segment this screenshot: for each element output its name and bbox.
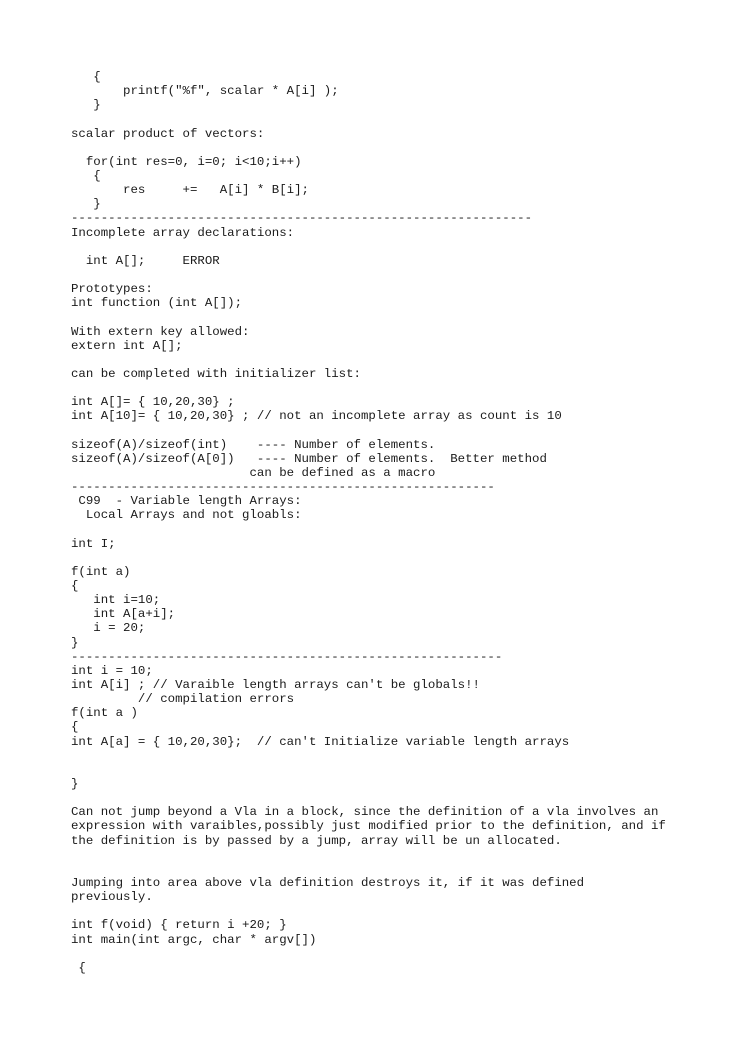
text-line: } <box>71 635 79 650</box>
blank-line <box>71 112 666 126</box>
text-line: sizeof(A)/sizeof(A[0]) ---- Number of elements. Better method <box>71 451 547 466</box>
text-line: for(int res=0, i=0; i<10;i++) <box>71 154 302 169</box>
text-line: } <box>71 197 101 212</box>
text-line: Can not jump beyond a Vla in a block, since the definition of a vla involves an <box>71 805 659 820</box>
text-line: int i = 10; <box>71 663 153 678</box>
text-line: int I; <box>71 536 116 551</box>
separator-line: ---------------------------------------------------------- <box>71 649 503 664</box>
text-line: f(int a ) <box>71 706 138 721</box>
text-line: { <box>71 579 79 594</box>
text-line: { <box>71 720 79 735</box>
text-line: f(int a) <box>71 564 131 579</box>
text-line: } <box>71 777 79 792</box>
text-line: res += A[i] * B[i]; <box>71 183 309 198</box>
text-line: int function (int A[]); <box>71 296 243 311</box>
text-line: can be defined as a macro <box>71 465 436 480</box>
text-line: printf("%f", scalar * A[i] ); <box>71 84 339 99</box>
text-line: scalar product of vectors: <box>71 126 265 141</box>
blank-line <box>71 240 666 254</box>
text-line: the definition is by passed by a jump, array will be un allocated. <box>71 833 562 848</box>
text-line: i = 20; <box>71 621 146 636</box>
blank-line <box>71 947 666 961</box>
blank-line <box>71 381 666 395</box>
text-line: can be completed with initializer list: <box>71 366 361 381</box>
text-line: Jumping into area above vla definition destroys it, if it was defined <box>71 876 585 891</box>
blank-line <box>71 424 666 438</box>
text-line: int i=10; <box>71 593 161 608</box>
blank-line <box>71 268 666 282</box>
text-line: int A[]= { 10,20,30} ; <box>71 395 235 410</box>
blank-line <box>71 523 666 537</box>
text-line: int f(void) { return i +20; } <box>71 918 287 933</box>
text-line: int main(int argc, char * argv[]) <box>71 932 317 947</box>
blank-line <box>71 551 666 565</box>
text-line: Local Arrays and not gloabls: <box>71 508 302 523</box>
blank-line <box>71 763 666 777</box>
separator-line: -------------------------------------------------------------- <box>71 211 533 226</box>
text-line: Incomplete array declarations: <box>71 225 295 240</box>
text-line: sizeof(A)/sizeof(int) ---- Number of elements. <box>71 437 436 452</box>
separator-line: --------------------------------------------------------- <box>71 480 495 495</box>
blank-line <box>71 749 666 763</box>
text-line: C99 - Variable length Arrays: <box>71 494 302 509</box>
document-body <box>71 70 666 975</box>
text-line: int A[a] = { 10,20,30}; // can't Initialize variable length arrays <box>71 734 570 749</box>
text-line: int A[i] ; // Varaible length arrays can't be globals!! <box>71 678 480 693</box>
blank-line <box>71 141 666 155</box>
text-line: { <box>71 70 101 84</box>
blank-line <box>71 862 666 876</box>
blank-line <box>71 904 666 918</box>
text-line: extern int A[]; <box>71 338 183 353</box>
text-line: int A[]; ERROR <box>71 253 220 268</box>
blank-line <box>71 848 666 862</box>
text-line: int A[a+i]; <box>71 607 176 622</box>
text-line: } <box>71 98 101 113</box>
text-line: { <box>71 168 101 183</box>
blank-line <box>71 353 666 367</box>
blank-line <box>71 310 666 324</box>
text-line: With extern key allowed: <box>71 324 250 339</box>
blank-line <box>71 791 666 805</box>
text-line: expression with varaibles,possibly just modified prior to the definition, and if <box>71 819 666 834</box>
text-line: { <box>71 960 86 975</box>
text-line: Prototypes: <box>71 282 153 297</box>
text-line: int A[10]= { 10,20,30} ; // not an incomplete array as count is 10 <box>71 409 562 424</box>
text-line: previously. <box>71 890 153 905</box>
text-line: // compilation errors <box>71 692 295 707</box>
